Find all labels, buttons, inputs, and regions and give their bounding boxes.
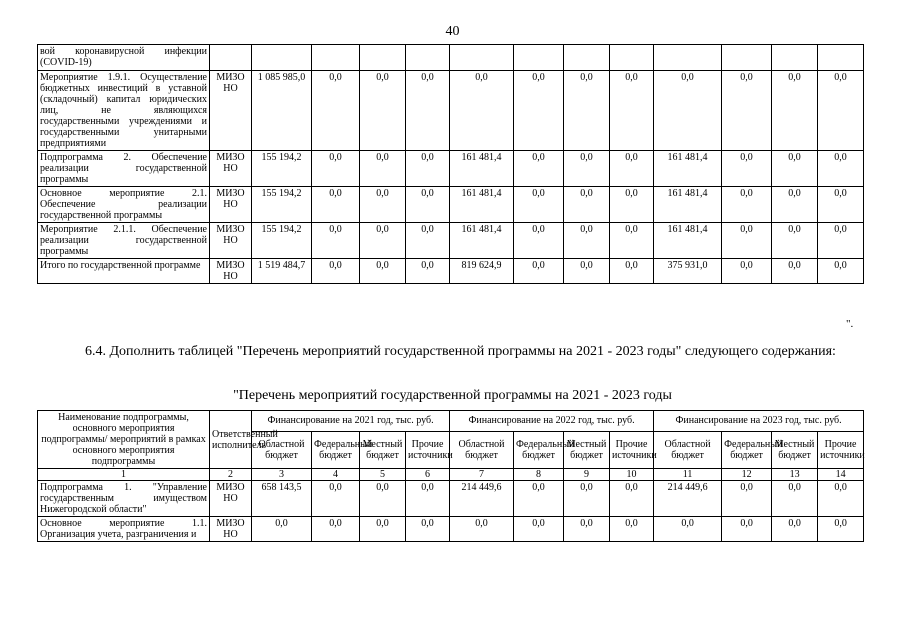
value-cell: 0,0 — [360, 151, 406, 187]
header-sub: Местный бюджет — [772, 431, 818, 468]
value-cell: 0,0 — [564, 517, 610, 542]
header-name: Наименование подпрограммы, основного мероприятия подпрограммы/ мероприятий в рамках основного мероприятия подпрограммы — [38, 411, 210, 469]
value-cell — [818, 45, 864, 71]
column-number: 8 — [514, 469, 564, 481]
column-number: 7 — [450, 469, 514, 481]
row-name-cell: Мероприятие 2.1.1. Обеспечение реализации государственной программы — [38, 223, 210, 259]
value-cell: 0,0 — [564, 187, 610, 223]
value-cell: 819 624,9 — [450, 259, 514, 284]
responsible-cell — [210, 45, 252, 71]
value-cell: 0,0 — [722, 151, 772, 187]
value-cell: 0,0 — [564, 259, 610, 284]
value-cell: 0,0 — [312, 517, 360, 542]
table-title: "Перечень мероприятий государственной программы на 2021 - 2023 годы — [233, 388, 672, 403]
value-cell: 0,0 — [406, 151, 450, 187]
value-cell: 0,0 — [654, 517, 722, 542]
value-cell: 0,0 — [564, 71, 610, 151]
responsible-cell: МИЗО НО — [210, 187, 252, 223]
value-cell: 0,0 — [514, 481, 564, 517]
column-number: 1 — [38, 469, 210, 481]
value-cell: 0,0 — [564, 223, 610, 259]
header-sub: Областной бюджет — [450, 431, 514, 468]
value-cell — [360, 45, 406, 71]
header-sub: Федеральный бюджет — [312, 431, 360, 468]
amendment-paragraph: 6.4. Дополнить таблицей "Перечень мероприятий государственной программы на 2021 - 2023 годы" следующего содержания: — [85, 344, 836, 359]
row-name-cell: Подпрограмма 1. "Управление государственным имуществом Нижегородской области" — [38, 481, 210, 517]
column-number: 13 — [772, 469, 818, 481]
value-cell: 0,0 — [654, 71, 722, 151]
continuation-table — [37, 44, 864, 284]
value-cell: 161 481,4 — [654, 223, 722, 259]
value-cell: 0,0 — [406, 517, 450, 542]
row-name-cell: Итого по государственной программе — [38, 259, 210, 284]
value-cell: 0,0 — [772, 259, 818, 284]
column-number: 3 — [252, 469, 312, 481]
value-cell — [514, 45, 564, 71]
column-number: 10 — [610, 469, 654, 481]
header-sub: Местный бюджет — [564, 431, 610, 468]
value-cell: 155 194,2 — [252, 151, 312, 187]
value-cell: 0,0 — [818, 71, 864, 151]
table-row — [38, 187, 864, 223]
value-cell: 0,0 — [722, 223, 772, 259]
value-cell: 0,0 — [610, 223, 654, 259]
table-row — [38, 45, 864, 71]
value-cell: 0,0 — [360, 223, 406, 259]
value-cell: 0,0 — [610, 71, 654, 151]
value-cell: 0,0 — [406, 71, 450, 151]
header-sub: Прочие источники — [818, 431, 864, 468]
value-cell — [722, 45, 772, 71]
value-cell: 1 519 484,7 — [252, 259, 312, 284]
value-cell: 0,0 — [772, 517, 818, 542]
value-cell: 658 143,5 — [252, 481, 312, 517]
value-cell: 214 449,6 — [654, 481, 722, 517]
value-cell: 0,0 — [406, 481, 450, 517]
value-cell: 0,0 — [406, 259, 450, 284]
column-number: 5 — [360, 469, 406, 481]
column-number: 4 — [312, 469, 360, 481]
table-row-total — [38, 259, 864, 284]
responsible-cell: МИЗО НО — [210, 481, 252, 517]
column-number: 2 — [210, 469, 252, 481]
value-cell: 0,0 — [360, 187, 406, 223]
value-cell: 0,0 — [514, 71, 564, 151]
responsible-cell: МИЗО НО — [210, 517, 252, 542]
value-cell: 0,0 — [312, 187, 360, 223]
page-number: 40 — [445, 24, 460, 39]
value-cell — [312, 45, 360, 71]
value-cell: 0,0 — [312, 223, 360, 259]
header-responsible: Ответственный исполнитель — [210, 411, 252, 469]
value-cell: 0,0 — [564, 481, 610, 517]
events-table — [37, 410, 864, 542]
table-row — [38, 71, 864, 151]
value-cell: 0,0 — [312, 481, 360, 517]
responsible-cell: МИЗО НО — [210, 259, 252, 284]
value-cell: 0,0 — [818, 481, 864, 517]
row-name-cell: вой коронавирусной инфекции (COVID-19) — [38, 45, 210, 71]
row-name-cell: Подпрограмма 2. Обеспечение реализации государственной программы — [38, 151, 210, 187]
value-cell — [406, 45, 450, 71]
value-cell: 0,0 — [312, 71, 360, 151]
header-sub: Прочие источники — [406, 431, 450, 468]
value-cell: 0,0 — [514, 187, 564, 223]
value-cell: 0,0 — [722, 517, 772, 542]
value-cell: 0,0 — [406, 187, 450, 223]
header-sub: Областной бюджет — [252, 431, 312, 468]
header-sub: Местный бюджет — [360, 431, 406, 468]
value-cell — [654, 45, 722, 71]
column-number: 14 — [818, 469, 864, 481]
value-cell: 0,0 — [818, 151, 864, 187]
header-sub: Федеральный бюджет — [722, 431, 772, 468]
value-cell: 0,0 — [360, 71, 406, 151]
value-cell: 0,0 — [818, 187, 864, 223]
header-sub: Прочие источники — [610, 431, 654, 468]
value-cell: 0,0 — [772, 481, 818, 517]
value-cell: 0,0 — [610, 187, 654, 223]
value-cell — [564, 45, 610, 71]
value-cell: 0,0 — [564, 151, 610, 187]
row-name-cell: Мероприятие 1.9.1. Осуществление бюджетных инвестиций в уставной (складочный) капитал юридических лиц, не являющихся государственными учреждениями и государственными унитарными предприятиями — [38, 71, 210, 151]
value-cell: 0,0 — [772, 71, 818, 151]
value-cell: 0,0 — [722, 259, 772, 284]
column-number-row — [38, 469, 864, 481]
value-cell: 0,0 — [514, 151, 564, 187]
value-cell: 0,0 — [514, 517, 564, 542]
value-cell: 214 449,6 — [450, 481, 514, 517]
table-row — [38, 481, 864, 517]
value-cell: 0,0 — [722, 481, 772, 517]
table-row — [38, 151, 864, 187]
value-cell: 375 931,0 — [654, 259, 722, 284]
responsible-cell: МИЗО НО — [210, 151, 252, 187]
column-number: 6 — [406, 469, 450, 481]
value-cell: 0,0 — [252, 517, 312, 542]
header-sub: Областной бюджет — [654, 431, 722, 468]
value-cell: 0,0 — [514, 223, 564, 259]
value-cell: 0,0 — [818, 517, 864, 542]
closing-quote: ". — [846, 318, 854, 330]
value-cell: 155 194,2 — [252, 187, 312, 223]
value-cell: 1 085 985,0 — [252, 71, 312, 151]
header-sub: Федеральный бюджет — [514, 431, 564, 468]
value-cell: 0,0 — [312, 151, 360, 187]
value-cell: 161 481,4 — [450, 187, 514, 223]
responsible-cell: МИЗО НО — [210, 223, 252, 259]
value-cell — [450, 45, 514, 71]
value-cell: 0,0 — [610, 481, 654, 517]
value-cell: 0,0 — [610, 151, 654, 187]
value-cell: 0,0 — [360, 259, 406, 284]
table-row — [38, 517, 864, 542]
value-cell — [772, 45, 818, 71]
value-cell: 0,0 — [360, 481, 406, 517]
value-cell: 161 481,4 — [654, 187, 722, 223]
header-year-2023: Финансирование на 2023 год, тыс. руб. — [654, 411, 864, 432]
value-cell: 0,0 — [818, 223, 864, 259]
value-cell: 0,0 — [610, 517, 654, 542]
header-year-2021: Финансирование на 2021 год, тыс. руб. — [252, 411, 450, 432]
value-cell: 0,0 — [818, 259, 864, 284]
value-cell: 0,0 — [450, 517, 514, 542]
value-cell: 161 481,4 — [450, 223, 514, 259]
table-row — [38, 223, 864, 259]
value-cell — [610, 45, 654, 71]
value-cell — [252, 45, 312, 71]
header-year-2022: Финансирование на 2022 год, тыс. руб. — [450, 411, 654, 432]
value-cell: 0,0 — [772, 151, 818, 187]
header-row — [38, 411, 864, 432]
value-cell: 0,0 — [514, 259, 564, 284]
responsible-cell: МИЗО НО — [210, 71, 252, 151]
column-number: 12 — [722, 469, 772, 481]
value-cell: 161 481,4 — [450, 151, 514, 187]
row-name-cell: Основное мероприятие 2.1. Обеспечение реализации государственной программы — [38, 187, 210, 223]
value-cell: 0,0 — [722, 71, 772, 151]
value-cell: 0,0 — [312, 259, 360, 284]
value-cell: 0,0 — [772, 187, 818, 223]
value-cell: 161 481,4 — [654, 151, 722, 187]
value-cell: 0,0 — [610, 259, 654, 284]
value-cell: 0,0 — [360, 517, 406, 542]
value-cell: 0,0 — [450, 71, 514, 151]
value-cell: 0,0 — [772, 223, 818, 259]
row-name-cell: Основное мероприятие 1.1. Организация учета, разграничения и — [38, 517, 210, 542]
column-number: 9 — [564, 469, 610, 481]
value-cell: 0,0 — [406, 223, 450, 259]
column-number: 11 — [654, 469, 722, 481]
value-cell: 155 194,2 — [252, 223, 312, 259]
value-cell: 0,0 — [722, 187, 772, 223]
